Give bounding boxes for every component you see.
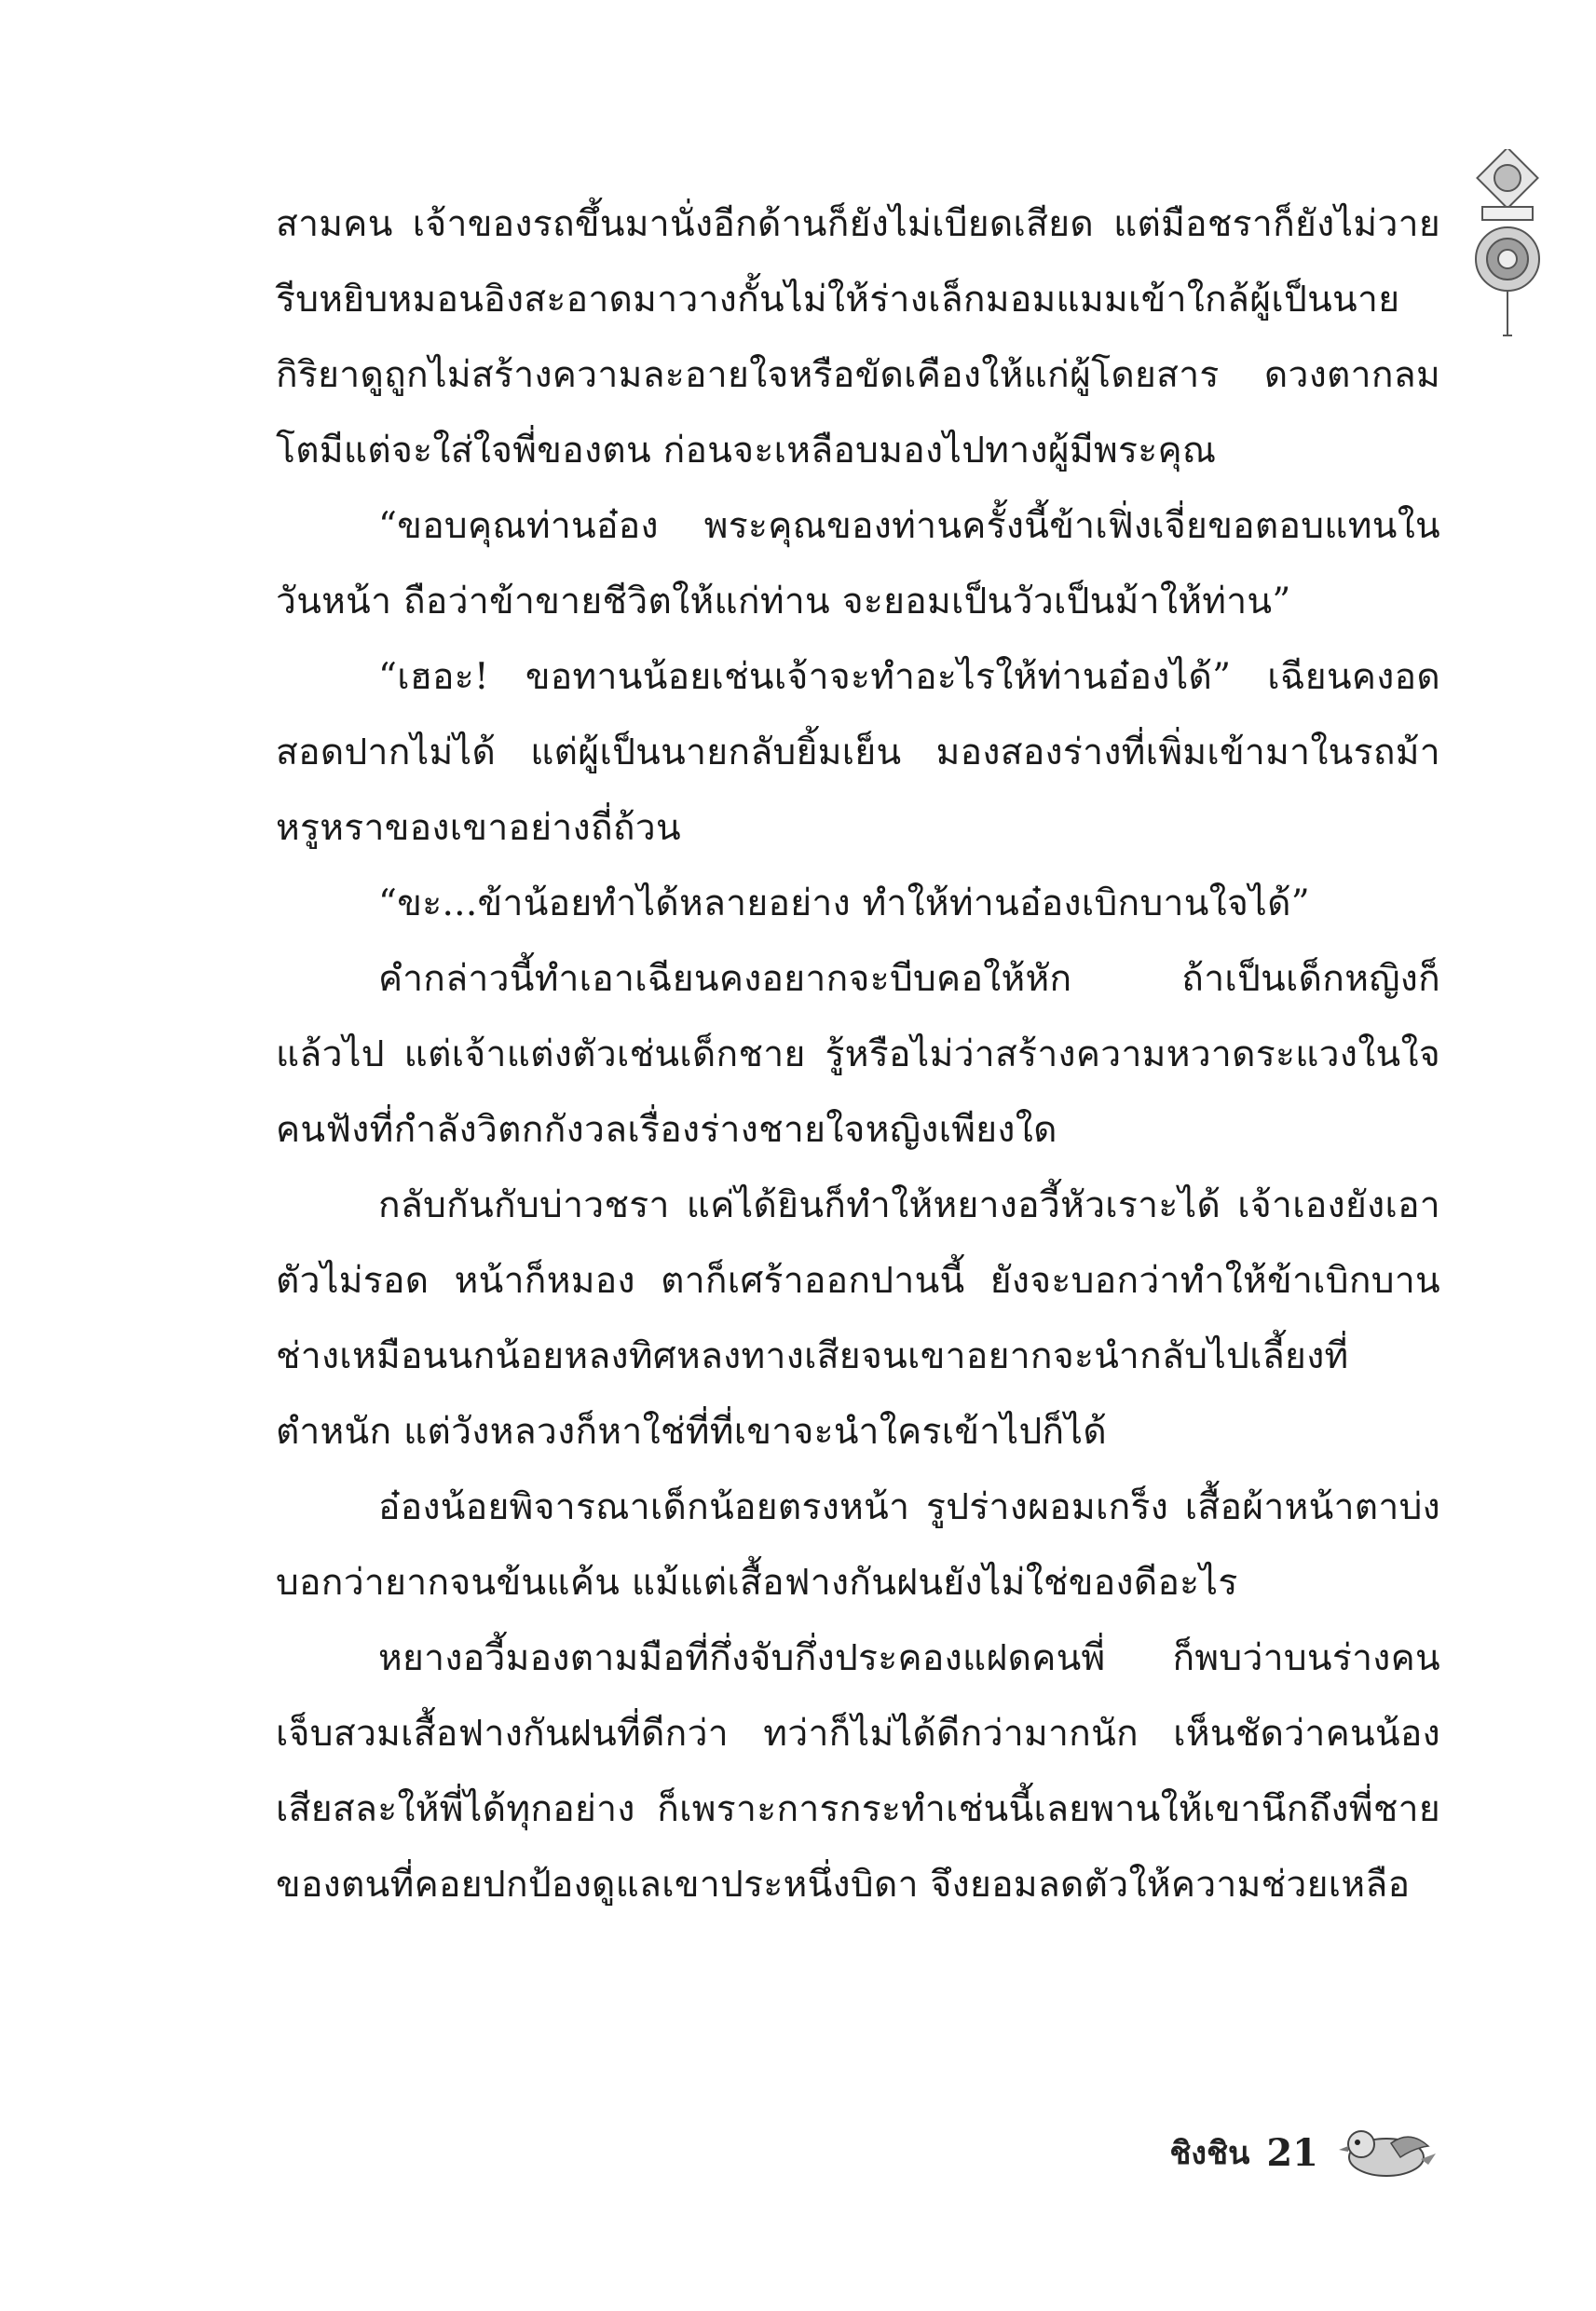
page-footer [1169, 2120, 1438, 2185]
paragraph-4: “ขะ...ข้าน้อยทำได้หลายอย่าง ทำให้ท่านอ๋องเบิกบานใจได้” [378, 882, 1310, 924]
paragraph-8: หยางอวี้มองตามมือที่กึ่งจับกึ่งประคองแฝดคนพี่ ก็พบว่าบนร่างคนเจ็บสวมเสื้อฟางกันฝนที่ดีกว่า ทว่าก็ไม่ได้ดีกว่ามากนัก เห็นชัดว่าคนน้องเสียสละให้พี่ได้ทุกอย่าง ก็เพราะการกระทำเช่นนี้เลยพานให้เขานึกถึงพี่ชายของตนที่คอยปกป้องดูแลเขาประหนึ่งบิดา จึงยอมลดตัวให้ความช่วยเหลือ [276, 1637, 1440, 1906]
book-title: ชิงชิน [1169, 2135, 1250, 2172]
page-number: 21 [1266, 2130, 1318, 2175]
paragraph-5: คำกล่าวนี้ทำเอาเฉียนคงอยากจะบีบคอให้หัก ถ้าเป็นเด็กหญิงก็แล้วไป แต่เจ้าแต่งตัวเช่นเด็กชาย รู้หรือไม่ว่าสร้างความหวาดระแวงในใจคนฟังที่กำลังวิตกกังวลเรื่องร่างชายใจหญิงเพียงใด [276, 958, 1440, 1151]
mandarin-duck-icon [1335, 2120, 1438, 2185]
paragraph-2: “ขอบคุณท่านอ๋อง พระคุณของท่านครั้งนี้ข้าเฟิ่งเจี่ยขอตอบแทนในวันหน้า ถือว่าข้าขายชีวิตให้แก่ท่าน จะยอมเป็นวัวเป็นม้าให้ท่าน” [276, 505, 1440, 622]
body-text [276, 186, 1440, 1922]
paragraph-3: “เฮอะ! ขอทานน้อยเช่นเจ้าจะทำอะไรให้ท่านอ๋องได้” เฉียนคงอดสอดปากไม่ได้ แต่ผู้เป็นนายกลับยิ้มเย็น มองสองร่างที่เพิ่มเข้ามาในรถม้าหรูหราของเขาอย่างถี่ถ้วน [276, 656, 1440, 849]
chinese-knot-ornament-icon [1466, 149, 1549, 354]
paragraph-7: อ๋องน้อยพิจารณาเด็กน้อยตรงหน้า รูปร่างผอมเกร็ง เสื้อผ้าหน้าตาบ่งบอกว่ายากจนข้นแค้น แม้แต่เสื้อฟางกันฝนยังไม่ใช่ของดีอะไร [276, 1486, 1440, 1604]
paragraph-6: กลับกันกับบ่าวชรา แค่ได้ยินก็ทำให้หยางอวี้หัวเราะได้ เจ้าเองยังเอาตัวไม่รอด หน้าก็หมอง ตาก็เศร้าออกปานนี้ ยังจะบอกว่าทำให้ข้าเบิกบาน ช่างเหมือนนกน้อยหลงทิศหลงทางเสียจนเขาอยากจะนำกลับไปเลี้ยงที่ตำหนัก แต่วังหลวงก็หาใช่ที่ที่เขาจะนำใครเข้าไปก็ได้ [276, 1184, 1440, 1453]
paragraph-1: สามคน เจ้าของรถขึ้นมานั่งอีกด้านก็ยังไม่เบียดเสียด แต่มือชราก็ยังไม่วายรีบหยิบหมอนอิงสะอาดมาวางกั้นไม่ให้ร่างเล็กมอมแมมเข้าใกล้ผู้เป็นนาย กิริยาดูถูกไม่สร้างความละอายใจหรือขัดเคืองให้แก่ผู้โดยสาร ดวงตากลมโตมีแต่จะใส่ใจพี่ของตน ก่อนจะเหลือบมองไปทางผู้มีพระคุณ [276, 203, 1440, 472]
